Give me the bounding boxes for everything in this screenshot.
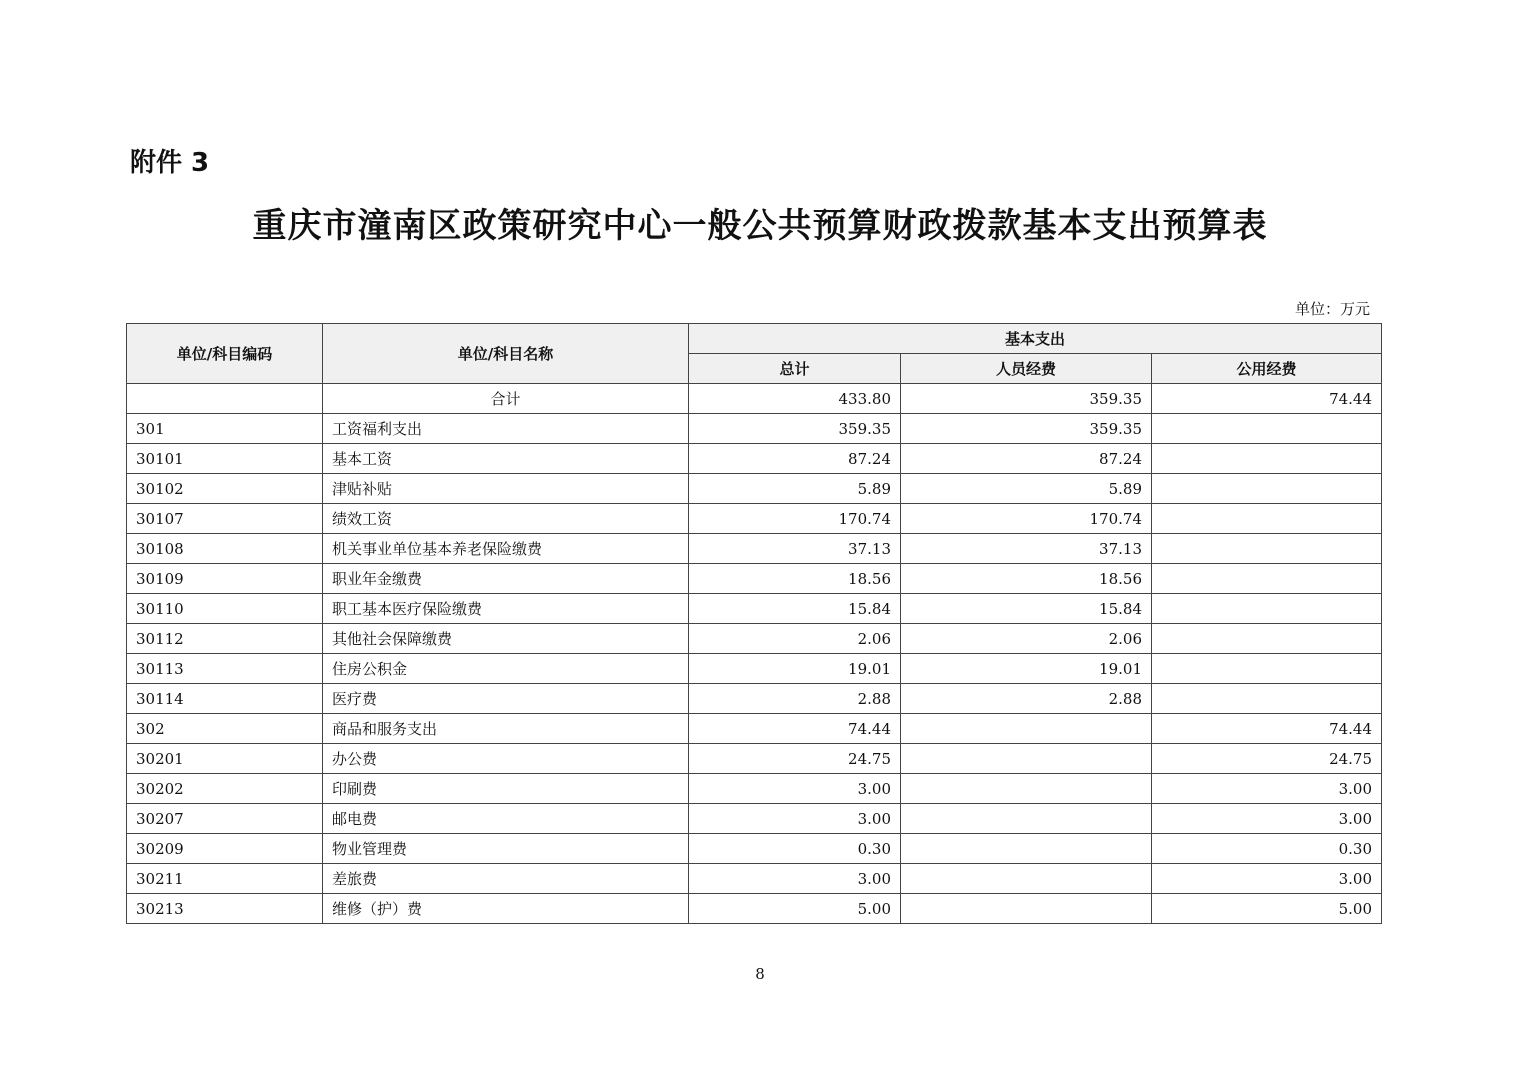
cell-name: 维修（护）费 bbox=[323, 894, 689, 924]
cell-personnel: 87.24 bbox=[901, 444, 1152, 474]
cell-name: 办公费 bbox=[323, 744, 689, 774]
cell-public: 74.44 bbox=[1152, 714, 1382, 744]
cell-total: 2.88 bbox=[689, 684, 901, 714]
cell-total: 37.13 bbox=[689, 534, 901, 564]
cell-total: 5.00 bbox=[689, 894, 901, 924]
table-row bbox=[127, 414, 1382, 444]
page-title: 重庆市潼南区政策研究中心一般公共预算财政拨款基本支出预算表 bbox=[252, 206, 1268, 246]
cell-code: 30101 bbox=[127, 444, 323, 474]
unit-label: 单位：万元 bbox=[1294, 300, 1370, 318]
cell-total: 3.00 bbox=[689, 774, 901, 804]
header-public: 公用经费 bbox=[1152, 354, 1382, 384]
cell-personnel bbox=[901, 894, 1152, 924]
cell-name: 机关事业单位基本养老保险缴费 bbox=[323, 534, 689, 564]
cell-name: 绩效工资 bbox=[323, 504, 689, 534]
page-number: 8 bbox=[755, 965, 765, 983]
header-basic-expenditure: 基本支出 bbox=[689, 324, 1382, 354]
cell-name: 差旅费 bbox=[323, 864, 689, 894]
attachment-label: 附件 3 bbox=[130, 148, 210, 178]
table-row bbox=[127, 384, 1382, 414]
cell-code: 30209 bbox=[127, 834, 323, 864]
table-row bbox=[127, 864, 1382, 894]
cell-name: 商品和服务支出 bbox=[323, 714, 689, 744]
table-body bbox=[127, 384, 1382, 924]
table-row bbox=[127, 474, 1382, 504]
cell-personnel: 359.35 bbox=[901, 384, 1152, 414]
cell-code: 301 bbox=[127, 414, 323, 444]
table-row bbox=[127, 684, 1382, 714]
cell-code: 30102 bbox=[127, 474, 323, 504]
cell-total: 87.24 bbox=[689, 444, 901, 474]
table-row bbox=[127, 624, 1382, 654]
cell-public bbox=[1152, 684, 1382, 714]
cell-public bbox=[1152, 444, 1382, 474]
cell-name: 合计 bbox=[323, 384, 689, 414]
cell-personnel bbox=[901, 744, 1152, 774]
table-row bbox=[127, 744, 1382, 774]
cell-personnel: 359.35 bbox=[901, 414, 1152, 444]
cell-total: 433.80 bbox=[689, 384, 901, 414]
cell-code: 30110 bbox=[127, 594, 323, 624]
header-personnel: 人员经费 bbox=[901, 354, 1152, 384]
cell-code bbox=[127, 384, 323, 414]
cell-total: 19.01 bbox=[689, 654, 901, 684]
cell-personnel: 18.56 bbox=[901, 564, 1152, 594]
cell-code: 30207 bbox=[127, 804, 323, 834]
cell-code: 30213 bbox=[127, 894, 323, 924]
cell-code: 302 bbox=[127, 714, 323, 744]
table-row bbox=[127, 714, 1382, 744]
cell-total: 18.56 bbox=[689, 564, 901, 594]
cell-name: 医疗费 bbox=[323, 684, 689, 714]
cell-code: 30107 bbox=[127, 504, 323, 534]
cell-total: 5.89 bbox=[689, 474, 901, 504]
cell-total: 359.35 bbox=[689, 414, 901, 444]
budget-table bbox=[126, 323, 1382, 924]
cell-total: 170.74 bbox=[689, 504, 901, 534]
cell-code: 30109 bbox=[127, 564, 323, 594]
cell-name: 邮电费 bbox=[323, 804, 689, 834]
cell-total: 3.00 bbox=[689, 804, 901, 834]
cell-personnel bbox=[901, 774, 1152, 804]
cell-public bbox=[1152, 564, 1382, 594]
table-row bbox=[127, 444, 1382, 474]
cell-public: 3.00 bbox=[1152, 774, 1382, 804]
cell-public: 74.44 bbox=[1152, 384, 1382, 414]
cell-total: 24.75 bbox=[689, 744, 901, 774]
cell-total: 0.30 bbox=[689, 834, 901, 864]
table-row bbox=[127, 564, 1382, 594]
cell-total: 2.06 bbox=[689, 624, 901, 654]
cell-total: 74.44 bbox=[689, 714, 901, 744]
cell-public bbox=[1152, 534, 1382, 564]
cell-public bbox=[1152, 594, 1382, 624]
table-row bbox=[127, 534, 1382, 564]
cell-personnel: 2.06 bbox=[901, 624, 1152, 654]
cell-public bbox=[1152, 654, 1382, 684]
cell-public: 24.75 bbox=[1152, 744, 1382, 774]
table-row bbox=[127, 834, 1382, 864]
header-total: 总计 bbox=[689, 354, 901, 384]
cell-personnel: 170.74 bbox=[901, 504, 1152, 534]
cell-name: 印刷费 bbox=[323, 774, 689, 804]
cell-personnel: 2.88 bbox=[901, 684, 1152, 714]
cell-name: 基本工资 bbox=[323, 444, 689, 474]
cell-public: 0.30 bbox=[1152, 834, 1382, 864]
cell-name: 工资福利支出 bbox=[323, 414, 689, 444]
header-code: 单位/科目编码 bbox=[127, 324, 323, 384]
table-row bbox=[127, 594, 1382, 624]
table-row bbox=[127, 804, 1382, 834]
cell-name: 其他社会保障缴费 bbox=[323, 624, 689, 654]
table-row bbox=[127, 654, 1382, 684]
cell-name: 职业年金缴费 bbox=[323, 564, 689, 594]
cell-personnel: 37.13 bbox=[901, 534, 1152, 564]
cell-name: 津贴补贴 bbox=[323, 474, 689, 504]
cell-personnel bbox=[901, 834, 1152, 864]
cell-public: 5.00 bbox=[1152, 894, 1382, 924]
table-row bbox=[127, 894, 1382, 924]
cell-name: 职工基本医疗保险缴费 bbox=[323, 594, 689, 624]
cell-personnel: 19.01 bbox=[901, 654, 1152, 684]
cell-public bbox=[1152, 474, 1382, 504]
header-name: 单位/科目名称 bbox=[323, 324, 689, 384]
cell-personnel: 5.89 bbox=[901, 474, 1152, 504]
cell-public bbox=[1152, 624, 1382, 654]
cell-code: 30201 bbox=[127, 744, 323, 774]
cell-total: 15.84 bbox=[689, 594, 901, 624]
table-row bbox=[127, 504, 1382, 534]
cell-public bbox=[1152, 414, 1382, 444]
cell-code: 30202 bbox=[127, 774, 323, 804]
cell-code: 30112 bbox=[127, 624, 323, 654]
cell-personnel bbox=[901, 714, 1152, 744]
cell-name: 物业管理费 bbox=[323, 834, 689, 864]
cell-code: 30114 bbox=[127, 684, 323, 714]
table-header bbox=[127, 324, 1382, 384]
cell-personnel bbox=[901, 804, 1152, 834]
cell-total: 3.00 bbox=[689, 864, 901, 894]
cell-personnel: 15.84 bbox=[901, 594, 1152, 624]
cell-code: 30108 bbox=[127, 534, 323, 564]
cell-personnel bbox=[901, 864, 1152, 894]
cell-public: 3.00 bbox=[1152, 804, 1382, 834]
cell-code: 30113 bbox=[127, 654, 323, 684]
cell-code: 30211 bbox=[127, 864, 323, 894]
table-row bbox=[127, 774, 1382, 804]
cell-public bbox=[1152, 504, 1382, 534]
cell-name: 住房公积金 bbox=[323, 654, 689, 684]
cell-public: 3.00 bbox=[1152, 864, 1382, 894]
